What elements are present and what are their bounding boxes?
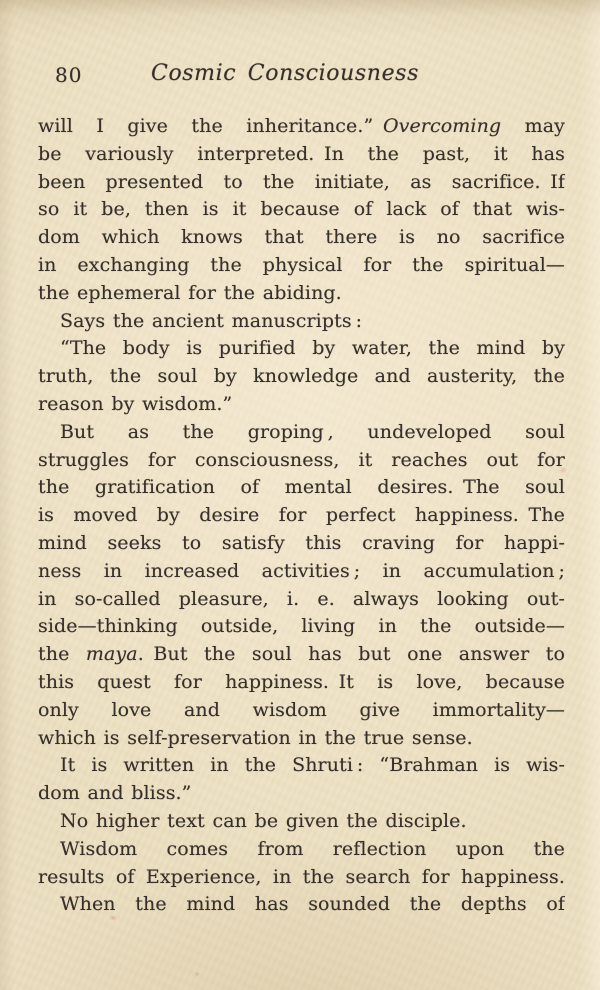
text-segment: side—thinking outside, living in the outside— xyxy=(38,615,565,638)
text-segment: the xyxy=(38,643,86,666)
text-line xyxy=(38,252,565,280)
text-segment: the gratification of mental desires. The soul xyxy=(38,476,565,499)
running-header: Cosmic Consciousness xyxy=(151,61,419,86)
text-segment: this quest for happiness. It is love, because xyxy=(38,670,565,693)
text-line xyxy=(38,391,565,419)
text-line xyxy=(38,780,565,808)
text-line xyxy=(38,752,565,780)
text-line xyxy=(38,474,565,502)
text-segment: ness in increased activities ; in accumulation ; xyxy=(38,559,565,582)
text-segment: will I give the inheritance.” xyxy=(38,115,383,137)
text-segment: which is self-preservation in the true sense. xyxy=(38,726,473,749)
text-segment: Wisdom comes from reflection upon the xyxy=(60,837,565,860)
text-segment: only love and wisdom give immortality— xyxy=(38,698,565,721)
text-segment: Says the ancient manuscripts : xyxy=(60,309,363,332)
italic-text: maya xyxy=(85,643,138,666)
italic-text: Overcoming xyxy=(382,115,502,137)
text-line xyxy=(38,669,565,697)
text-line xyxy=(38,808,565,836)
text-segment: dom and bliss.” xyxy=(38,782,192,805)
text-segment: is moved by desire for perfect happiness. The xyxy=(38,504,565,527)
text-segment: truth, the soul by knowledge and austerity, the xyxy=(38,365,565,388)
text-segment: dom which knows that there is no sacrifice xyxy=(38,226,565,249)
text-line xyxy=(38,308,565,336)
text-segment: No higher text can be given the disciple. xyxy=(60,809,467,832)
text-line xyxy=(38,697,565,725)
text-line xyxy=(38,502,565,530)
text-line xyxy=(38,224,565,252)
text-line xyxy=(38,141,565,169)
text-segment: results of Experience, in the search for happiness. xyxy=(38,865,565,888)
text-segment: so it be, then is it because of lack of that wis- xyxy=(38,198,565,221)
text-segment: the ephemeral for the abiding. xyxy=(38,281,342,304)
text-segment: When the mind has sounded the depths of xyxy=(60,893,565,916)
text-segment: in exchanging the physical for the spiritual— xyxy=(38,253,565,276)
text-segment: reason by wisdom.” xyxy=(38,392,233,415)
text-line xyxy=(38,280,565,308)
text-line xyxy=(38,447,565,475)
text-line xyxy=(38,641,565,669)
text-line xyxy=(38,836,565,864)
text-line xyxy=(38,613,565,641)
text-segment: been presented to the initiate, as sacrifice. If xyxy=(38,170,565,193)
text-line xyxy=(38,891,565,919)
text-line xyxy=(38,530,565,558)
text-line xyxy=(38,335,565,363)
body-text xyxy=(38,113,565,919)
text-line xyxy=(38,169,565,197)
text-line xyxy=(38,113,565,141)
text-segment: . But the soul has but one answer to xyxy=(137,643,565,666)
text-segment: in so-called pleasure, i. e. always looking out- xyxy=(38,587,565,610)
text-line xyxy=(38,363,565,391)
text-segment: mind seeks to satisfy this craving for happi- xyxy=(38,531,565,554)
text-segment: be variously interpreted. In the past, it has xyxy=(38,142,565,165)
text-line xyxy=(38,586,565,614)
text-line xyxy=(38,419,565,447)
text-line xyxy=(38,196,565,224)
text-segment: “The body is purified by water, the mind by xyxy=(60,337,565,360)
text-segment: But as the groping , undeveloped soul xyxy=(60,420,565,443)
page-number: 80 xyxy=(55,63,83,87)
text-segment: It is written in the Shruti : “Brahman is wis- xyxy=(60,754,565,777)
text-segment: struggles for consciousness, it reaches out for xyxy=(38,448,565,471)
text-line xyxy=(38,725,565,753)
text-line xyxy=(38,864,565,892)
text-line xyxy=(38,558,565,586)
text-segment: may xyxy=(501,115,565,137)
